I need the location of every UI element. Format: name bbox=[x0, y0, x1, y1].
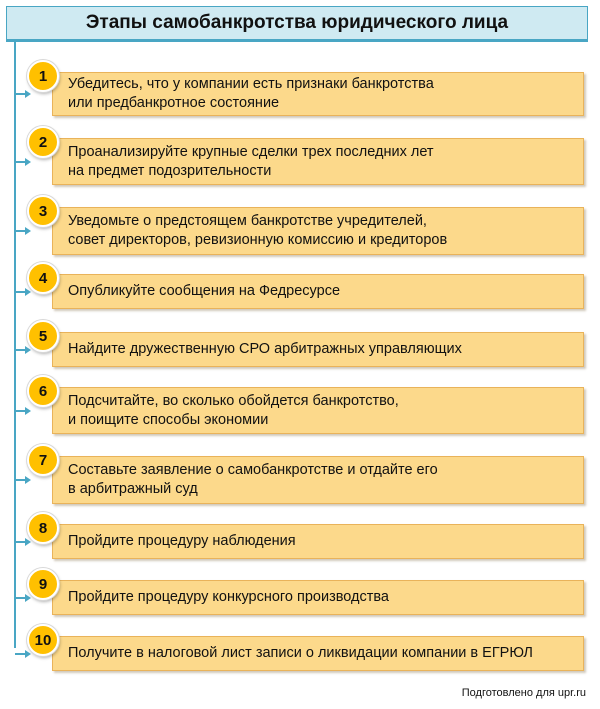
step-text: Уведомьте о предстоящем банкротстве учредителей, совет директоров, ревизионную комиссию и кредиторов bbox=[68, 213, 448, 248]
step-text: Убедитесь, что у компании есть признаки банкротства или предбанкротное состояние bbox=[68, 76, 434, 111]
step-number-badge: 5 bbox=[27, 320, 59, 352]
step-text: Проанализируйте крупные сделки трех последних лет на предмет подозрительности bbox=[68, 143, 434, 179]
step-text: Опубликуйте сообщения на Федресурсе bbox=[68, 283, 341, 299]
step-box bbox=[52, 274, 584, 309]
step-box bbox=[52, 332, 584, 367]
arrow-right-icon bbox=[25, 227, 31, 235]
step-number-badge: 8 bbox=[27, 512, 59, 544]
step-box bbox=[52, 207, 584, 255]
step-box bbox=[52, 72, 584, 116]
step-text: Получите в налоговой лист записи о ликвидации компании в ЕГРЮЛ bbox=[68, 645, 533, 661]
step-number-badge: 2 bbox=[27, 126, 59, 158]
arrow-right-icon bbox=[25, 90, 31, 98]
arrow-right-icon bbox=[25, 407, 31, 415]
arrow-right-icon bbox=[25, 476, 31, 484]
step-box bbox=[52, 138, 584, 185]
timeline-line bbox=[14, 42, 16, 648]
step-number-badge: 3 bbox=[27, 195, 59, 227]
arrow-right-icon bbox=[25, 158, 31, 166]
step-number-badge: 7 bbox=[27, 444, 59, 476]
step-box bbox=[52, 456, 584, 504]
step-box bbox=[52, 387, 584, 434]
step-box bbox=[52, 524, 584, 559]
step-number-badge: 6 bbox=[27, 375, 59, 407]
step-text: Пройдите процедуру наблюдения bbox=[68, 533, 296, 549]
step-box bbox=[52, 580, 584, 615]
step-text: Составьте заявление о самобанкротстве и отдайте его в арбитражный суд bbox=[68, 462, 438, 497]
step-text: Подсчитайте, во сколько обойдется банкротство, и поищите способы экономии bbox=[68, 392, 399, 428]
step-text: Найдите дружественную СРО арбитражных управляющих bbox=[68, 341, 462, 357]
page-title: Этапы самобанкротства юридического лица bbox=[6, 6, 588, 42]
step-number-badge: 10 bbox=[27, 624, 59, 656]
step-number-badge: 1 bbox=[27, 60, 59, 92]
step-box bbox=[52, 636, 584, 671]
step-number-badge: 9 bbox=[27, 568, 59, 600]
step-text: Пройдите процедуру конкурсного производства bbox=[68, 589, 389, 605]
footer-credit: Подготовлено для upr.ru bbox=[461, 687, 586, 699]
step-number-badge: 4 bbox=[27, 262, 59, 294]
